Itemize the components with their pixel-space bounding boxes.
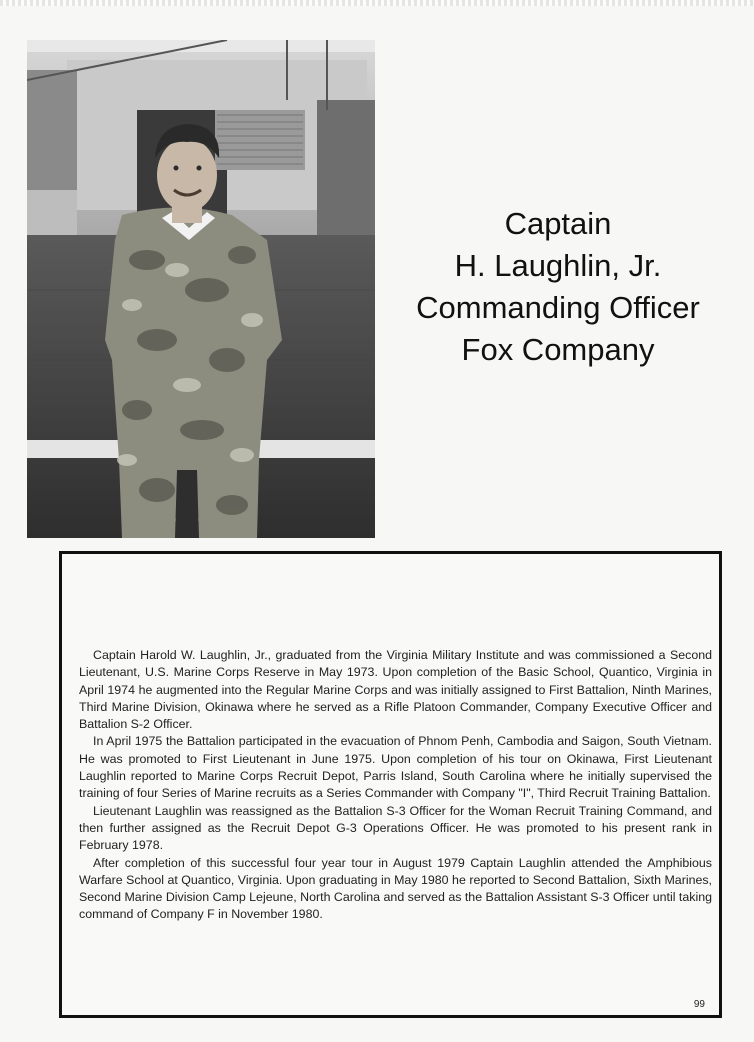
scan-edge	[0, 0, 754, 6]
title-name: H. Laughlin, Jr.	[454, 248, 662, 283]
bio-paragraph: After completion of this successful four year tour in August 1979 Captain Laughlin attended the Amphibious Warfare School at Quantico, Virginia. Upon graduating in May 1980 he reported to Second Battalion, Sixth Marines, Second Marine Division Camp Lejeune, North Carolina and served as the Battalion Assistant S-3 Officer until taking command of Company F in November 1980.	[79, 855, 712, 922]
bio-paragraph: In April 1975 the Battalion participated in the evacuation of Phnom Penh, Cambodia and Saigon, South Vietnam. He was promoted to First Lieutenant in June 1975. Upon completion of his tour on Okinawa, First Lieutenant Laughlin reported to Marine Corps Recruit Depot, Parris Island, South Carolina where he initially supervised the training of four Series of Marine recruits as a Series Commander with Company "I", Third Recruit Training Battalion.	[79, 734, 712, 801]
bio-paragraph: Captain Harold W. Laughlin, Jr., graduated from the Virginia Military Institute and was commissioned a Second Lieutenant, U.S. Marine Corps Reserve in May 1973. Upon completion of the Basic School, Quantico, Virginia in April 1974 he augmented into the Regular Marine Corps and was initially assigned to First Battalion, Ninth Marines, Third Marine Division, Okinawa where he served as a Rifle Platoon Commander, Company Executive Officer and Battalion S-2 Officer.	[79, 648, 712, 732]
title-company: Fox Company	[461, 332, 655, 367]
portrait-illustration	[27, 40, 375, 538]
portrait-photo	[27, 40, 375, 538]
officer-title-block	[400, 203, 716, 371]
title-position: Commanding Officer	[416, 290, 700, 325]
page-number: 99	[693, 999, 705, 1010]
biography-box	[59, 551, 722, 1018]
title-rank: Captain	[504, 206, 612, 241]
biography-text	[79, 647, 712, 924]
bio-paragraph: Lieutenant Laughlin was reassigned as the Battalion S-3 Officer for the Woman Recruit Training Command, and then further assigned as the Recruit Depot G-3 Operations Officer. He was promoted to his present rank in February 1978.	[79, 803, 712, 853]
